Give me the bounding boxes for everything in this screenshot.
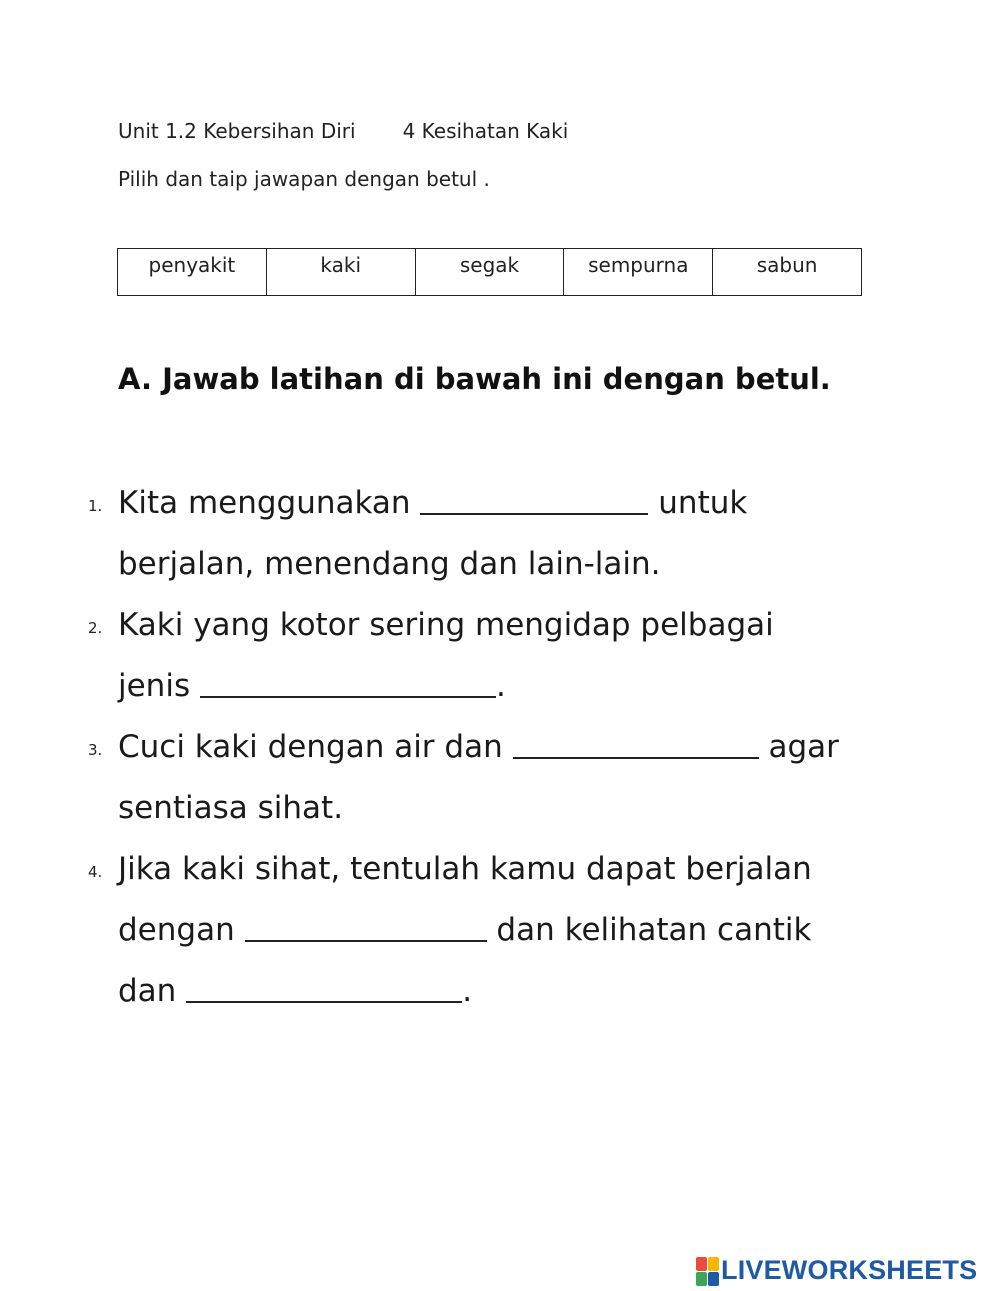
section-title: A. Jawab latihan di bawah ini dengan betul. <box>118 362 831 396</box>
brand-name: LIVEWORKSHEETS <box>721 1255 978 1285</box>
answer-blank-3[interactable] <box>513 723 759 759</box>
question-text: Cuci kaki dengan air dan <box>118 729 513 765</box>
question-list <box>0 475 1000 1024</box>
question-line: Jika kaki sihat, tentulah kamu dapat berjalan <box>118 851 812 887</box>
logo-block <box>696 1257 707 1271</box>
word-bank-cell: segak <box>416 249 565 295</box>
answer-blank-1[interactable] <box>420 479 648 515</box>
question-line <box>118 719 1000 780</box>
question-text: untuk <box>648 485 748 521</box>
answer-blank-4[interactable] <box>245 906 487 942</box>
question-line: berjalan, menendang dan lain-lain. <box>118 546 661 582</box>
word-bank-cell: penyakit <box>118 249 267 295</box>
word-bank-cell: sabun <box>756 253 818 277</box>
question-text: dan kelihatan cantik <box>486 912 812 948</box>
question-2 <box>0 597 1000 719</box>
question-text: . <box>462 973 473 1009</box>
logo-block <box>696 1272 707 1286</box>
question-text: agar <box>758 729 839 765</box>
question-3 <box>0 719 1000 841</box>
word-bank-cell: sempurna <box>564 249 713 295</box>
question-line <box>118 902 1000 963</box>
question-text: jenis <box>118 668 200 704</box>
question-line <box>118 963 1000 1024</box>
answer-blank-2[interactable] <box>200 662 496 698</box>
logo-block <box>708 1272 719 1286</box>
unit-header <box>118 119 568 143</box>
question-4 <box>0 841 1000 1024</box>
liveworksheets-logo-icon <box>696 1257 718 1285</box>
question-1 <box>0 475 1000 597</box>
instruction-text: Pilih dan taip jawapan dengan betul . <box>118 167 490 191</box>
question-number: 3. <box>88 741 103 759</box>
logo-block <box>708 1257 719 1271</box>
question-number: 4. <box>88 863 103 881</box>
answer-blank-5[interactable] <box>186 967 462 1003</box>
word-bank-cell: kaki <box>267 249 416 295</box>
word-bank-table <box>117 248 862 296</box>
question-line <box>118 475 1000 536</box>
liveworksheets-logo[interactable] <box>696 1255 977 1286</box>
question-text: dengan <box>118 912 245 948</box>
question-text: Kita menggunakan <box>118 485 421 521</box>
topic-title: 4 Kesihatan Kaki <box>402 119 569 143</box>
question-line <box>118 658 1000 719</box>
question-number: 2. <box>88 619 103 637</box>
question-text: . <box>495 668 506 704</box>
question-line: sentiasa sihat. <box>118 790 344 826</box>
question-number: 1. <box>88 497 103 515</box>
unit-title: Unit 1.2 Kebersihan Diri <box>118 119 356 143</box>
question-line: Kaki yang kotor sering mengidap pelbagai <box>118 607 774 643</box>
question-text: dan <box>118 973 187 1009</box>
